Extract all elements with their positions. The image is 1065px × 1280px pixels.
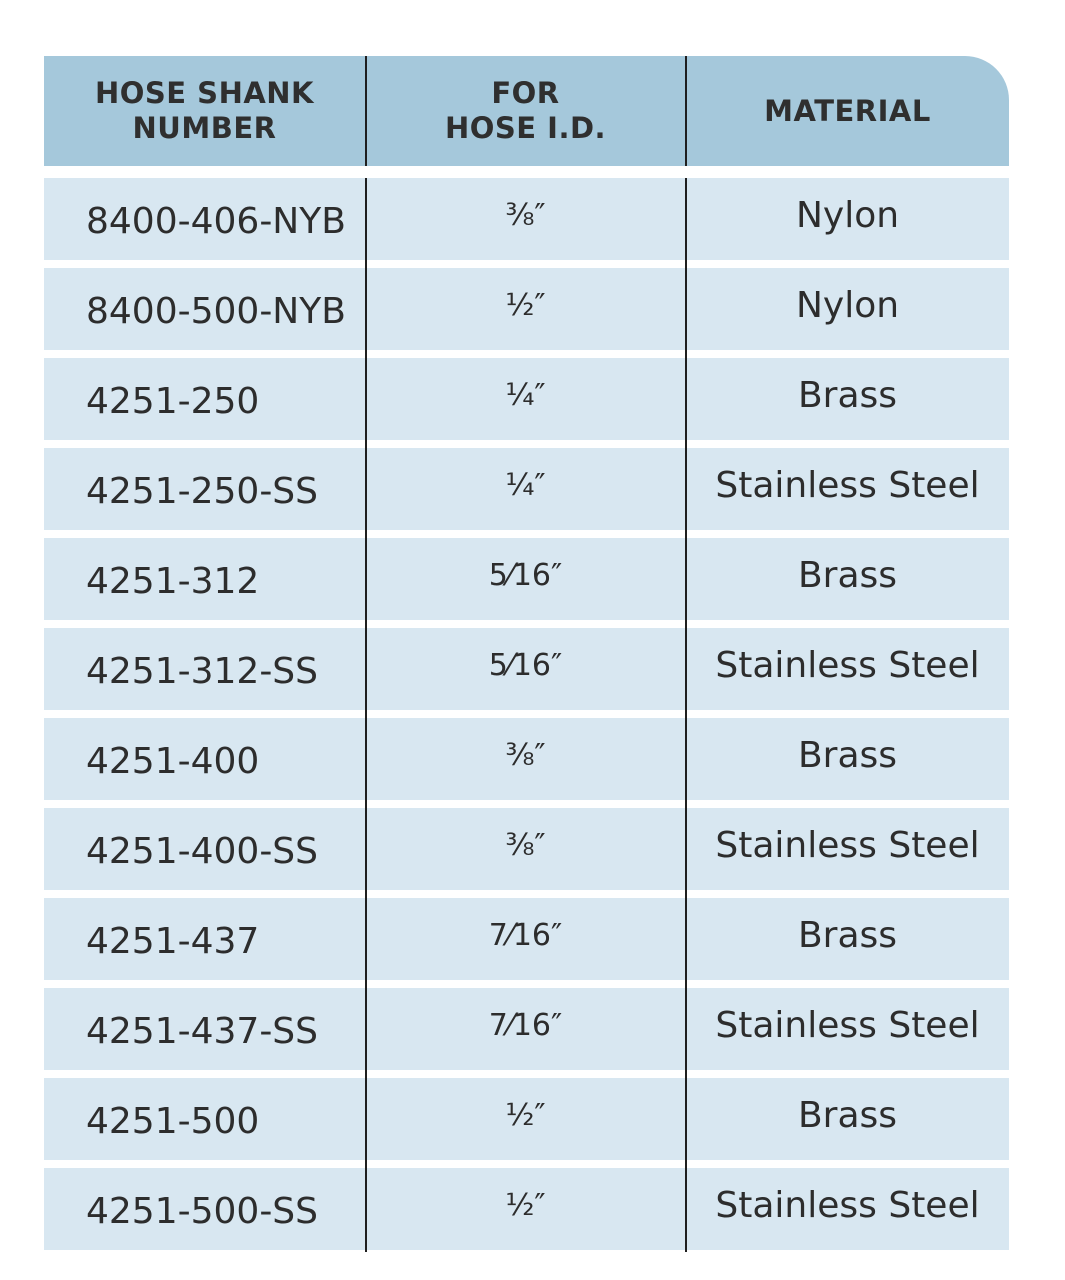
table-row (44, 448, 1009, 530)
cell-hose-id: 5⁄16″ (488, 557, 563, 593)
cell-hose-id: ½″ (505, 287, 546, 323)
table-row (44, 718, 1009, 800)
header-for-hose-id: FOR HOSE I.D. (444, 76, 607, 145)
table-row (44, 268, 1009, 350)
table-row (44, 178, 1009, 260)
cell-material: Stainless Steel (715, 644, 980, 686)
table-row (44, 628, 1009, 710)
cell-hose-id: ¼″ (505, 377, 546, 413)
cell-shank-number: 8400-406-NYB (86, 200, 346, 242)
cell-hose-id: ⅜″ (505, 827, 546, 863)
cell-hose-id: ⅜″ (505, 197, 546, 233)
table-row (44, 808, 1009, 890)
cell-material: Brass (797, 914, 898, 956)
cell-hose-id: ¼″ (505, 467, 546, 503)
cell-hose-id: ½″ (505, 1097, 546, 1133)
cell-shank-number: 4251-400 (86, 740, 260, 782)
cell-hose-id: 5⁄16″ (488, 647, 563, 683)
hose-shank-table (44, 56, 1009, 1232)
table-row (44, 358, 1009, 440)
table-row (44, 898, 1009, 980)
cell-hose-id: ½″ (505, 1187, 546, 1223)
cell-material: Stainless Steel (715, 1184, 980, 1226)
cell-shank-number: 4251-437 (86, 920, 260, 962)
cell-material: Brass (797, 554, 898, 596)
cell-hose-id: ⅜″ (505, 737, 546, 773)
cell-shank-number: 4251-500 (86, 1100, 260, 1142)
header-hose-shank-number: HOSE SHANK NUMBER (94, 76, 315, 145)
cell-shank-number: 4251-437-SS (86, 1010, 319, 1052)
cell-shank-number: 4251-250-SS (86, 470, 319, 512)
table-row (44, 988, 1009, 1070)
cell-hose-id: 7⁄16″ (488, 1007, 563, 1043)
cell-material: Stainless Steel (715, 464, 980, 506)
column-divider-2 (685, 178, 687, 1252)
table-row (44, 538, 1009, 620)
cell-material: Brass (797, 1094, 898, 1136)
cell-shank-number: 4251-400-SS (86, 830, 319, 872)
cell-shank-number: 4251-250 (86, 380, 260, 422)
table-row (44, 1078, 1009, 1160)
cell-material: Nylon (795, 194, 900, 236)
cell-shank-number: 4251-500-SS (86, 1190, 319, 1232)
header-divider-2 (685, 56, 687, 166)
cell-shank-number: 4251-312-SS (86, 650, 319, 692)
cell-shank-number: 8400-500-NYB (86, 290, 346, 332)
cell-material: Brass (797, 374, 898, 416)
cell-material: Brass (797, 734, 898, 776)
cell-material: Stainless Steel (715, 1004, 980, 1046)
header-divider-1 (365, 56, 367, 166)
cell-shank-number: 4251-312 (86, 560, 260, 602)
cell-material: Nylon (795, 284, 900, 326)
cell-hose-id: 7⁄16″ (488, 917, 563, 953)
column-divider-1 (365, 178, 367, 1252)
table-row (44, 1168, 1009, 1250)
header-material: MATERIAL (764, 93, 931, 128)
table-header (44, 56, 1009, 166)
cell-material: Stainless Steel (715, 824, 980, 866)
